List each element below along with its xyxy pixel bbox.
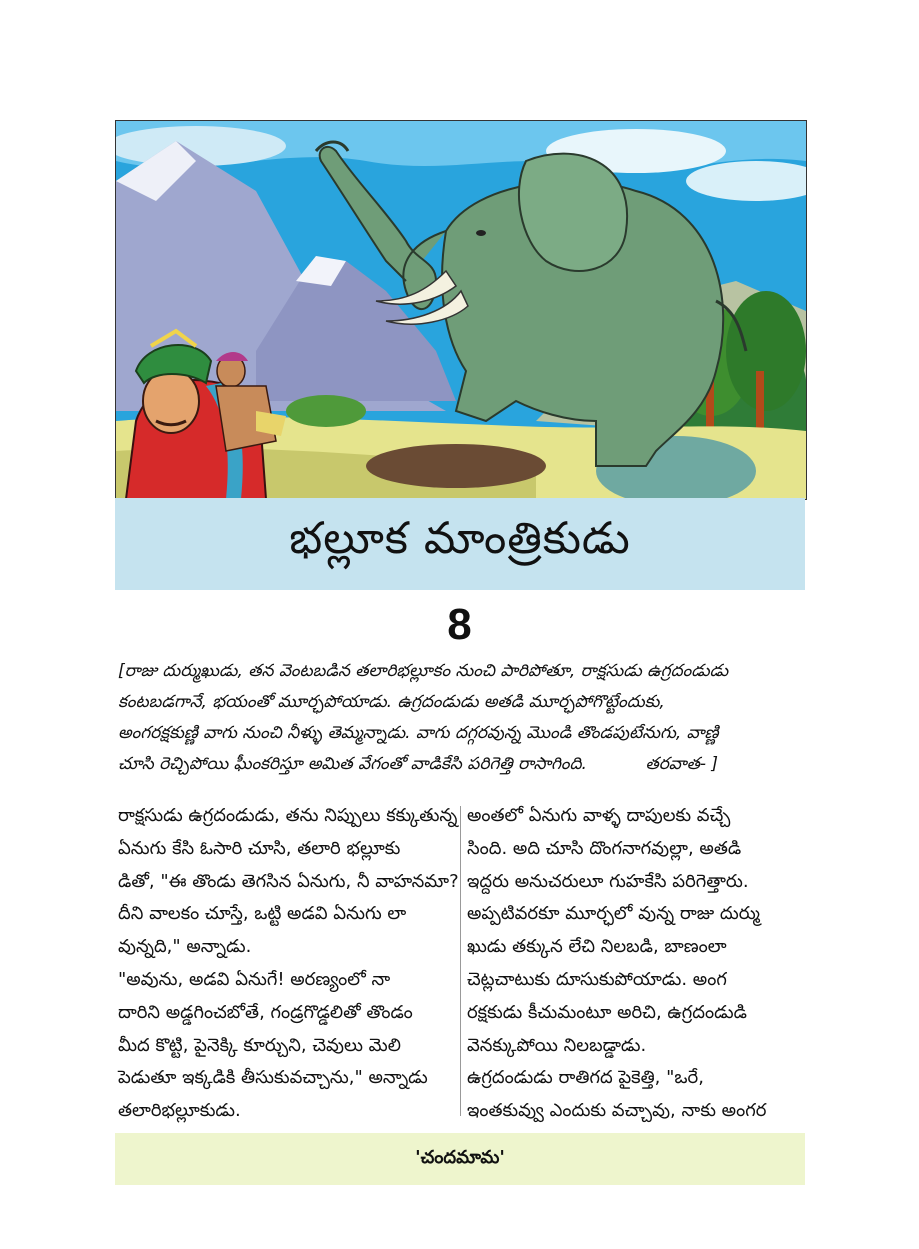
body-line: దీని వాలకం చూస్తే, ఒట్టి అడవి ఏనుగు లా [118, 903, 407, 925]
story-illustration [115, 120, 807, 500]
chapter-number: 8 [447, 600, 472, 649]
body-line: ఇంతకువ్వు ఎందుకు వచ్చావు, నాకు అంగర [467, 1100, 767, 1122]
recap-line: [రాజు దుర్ముఖుడు, తన వెంటబడిన తలారిభల్లూకం నుంచి పారిపోతూ, రాక్షసుడు ఉగ్రదండుడు [118, 661, 729, 681]
recap-line: కంటబడగానే, భయంతో మూర్ఛపోయాడు. ఉగ్రదండుడు అతడి మూర్ఛపోగొట్టేందుకు, [118, 692, 665, 712]
body-line: ఖుడు తక్కున లేచి నిలబడి, బాణంలా [467, 936, 727, 958]
continuation-marker: తరవాత- ] [645, 754, 718, 774]
right-column [467, 800, 802, 1128]
magazine-name: 'చందమామ' [415, 1146, 505, 1168]
story-recap [118, 656, 808, 780]
body-line: మీద కొట్టి, పైనెక్కి కూర్చుని, చెవులు మెలి [118, 1034, 401, 1056]
title-band [115, 498, 805, 590]
body-line: డితో, "ఈ తొండు తెగసిన ఏనుగు, నీ వాహనమా? [118, 870, 459, 892]
body-line: సింది. అది చూసి దొంగనాగవుల్లా, అతడి [467, 837, 742, 859]
story-title: భల్లూక మాంత్రికుడు [289, 513, 631, 564]
body-line: ఇద్దరు అనుచరులూ గుహకేసి పరిగెత్తారు. [467, 870, 749, 892]
recap-line: చూసి రెచ్చిపోయి ఘీంకరిస్తూ అమిత వేగంతో వాడికేసి పరిగెత్తి రాసాగింది. [118, 754, 587, 774]
left-column [118, 800, 459, 1128]
body-line: రాక్షసుడు ఉగ్రదండుడు, తను నిప్పులు కక్కుతున్న [118, 805, 458, 826]
body-line: వెనక్కుపోయి నిలబడ్డాడు. [467, 1034, 647, 1056]
column-divider [460, 806, 461, 1116]
body-line: తలారిభల్లూకుడు. [118, 1100, 241, 1122]
body-line: రక్షకుడు కీచుమంటూ అరిచి, ఉగ్రదండుడి [467, 1001, 747, 1023]
body-line: చెట్లచాటుకు దూసుకుపోయాడు. అంగ [467, 968, 727, 990]
body-line: "అవును, అడవి ఏనుగే! అరణ్యంలో నా [118, 968, 391, 990]
elephant-chase-picture [116, 121, 806, 499]
body-line: పెడుతూ ఇక్కడికి తీసుకువచ్చాను," అన్నాడు [118, 1067, 428, 1089]
body-line: ఉగ్రదండుడు రాతిగద పైకెత్తి, "ఒరే, [467, 1067, 704, 1089]
body-line: అప్పటివరకూ మూర్ఛలో వున్న రాజు దుర్ము [467, 903, 760, 925]
body-line: ఏనుగు కేసి ఓసారి చూసి, తలారి భల్లూకు [118, 837, 401, 859]
body-line: దారిని అడ్డగించబోతే, గండ్రగొడ్డలితో తొండం [118, 1001, 413, 1023]
recap-line: అంగరక్షకుణ్ణి వాగు నుంచి నీళ్ళు తెమ్మన్నాడు. వాగు దగ్గరవున్న మొండి తొండపుటేనుగు, వాణ్ణి [118, 723, 719, 743]
body-line: వున్నది," అన్నాడు. [118, 936, 252, 958]
body-line: అంతలో ఏనుగు వాళ్ళ దాపులకు వచ్చే [467, 805, 731, 826]
recap-last-line [118, 749, 718, 780]
footer-band [115, 1133, 805, 1185]
